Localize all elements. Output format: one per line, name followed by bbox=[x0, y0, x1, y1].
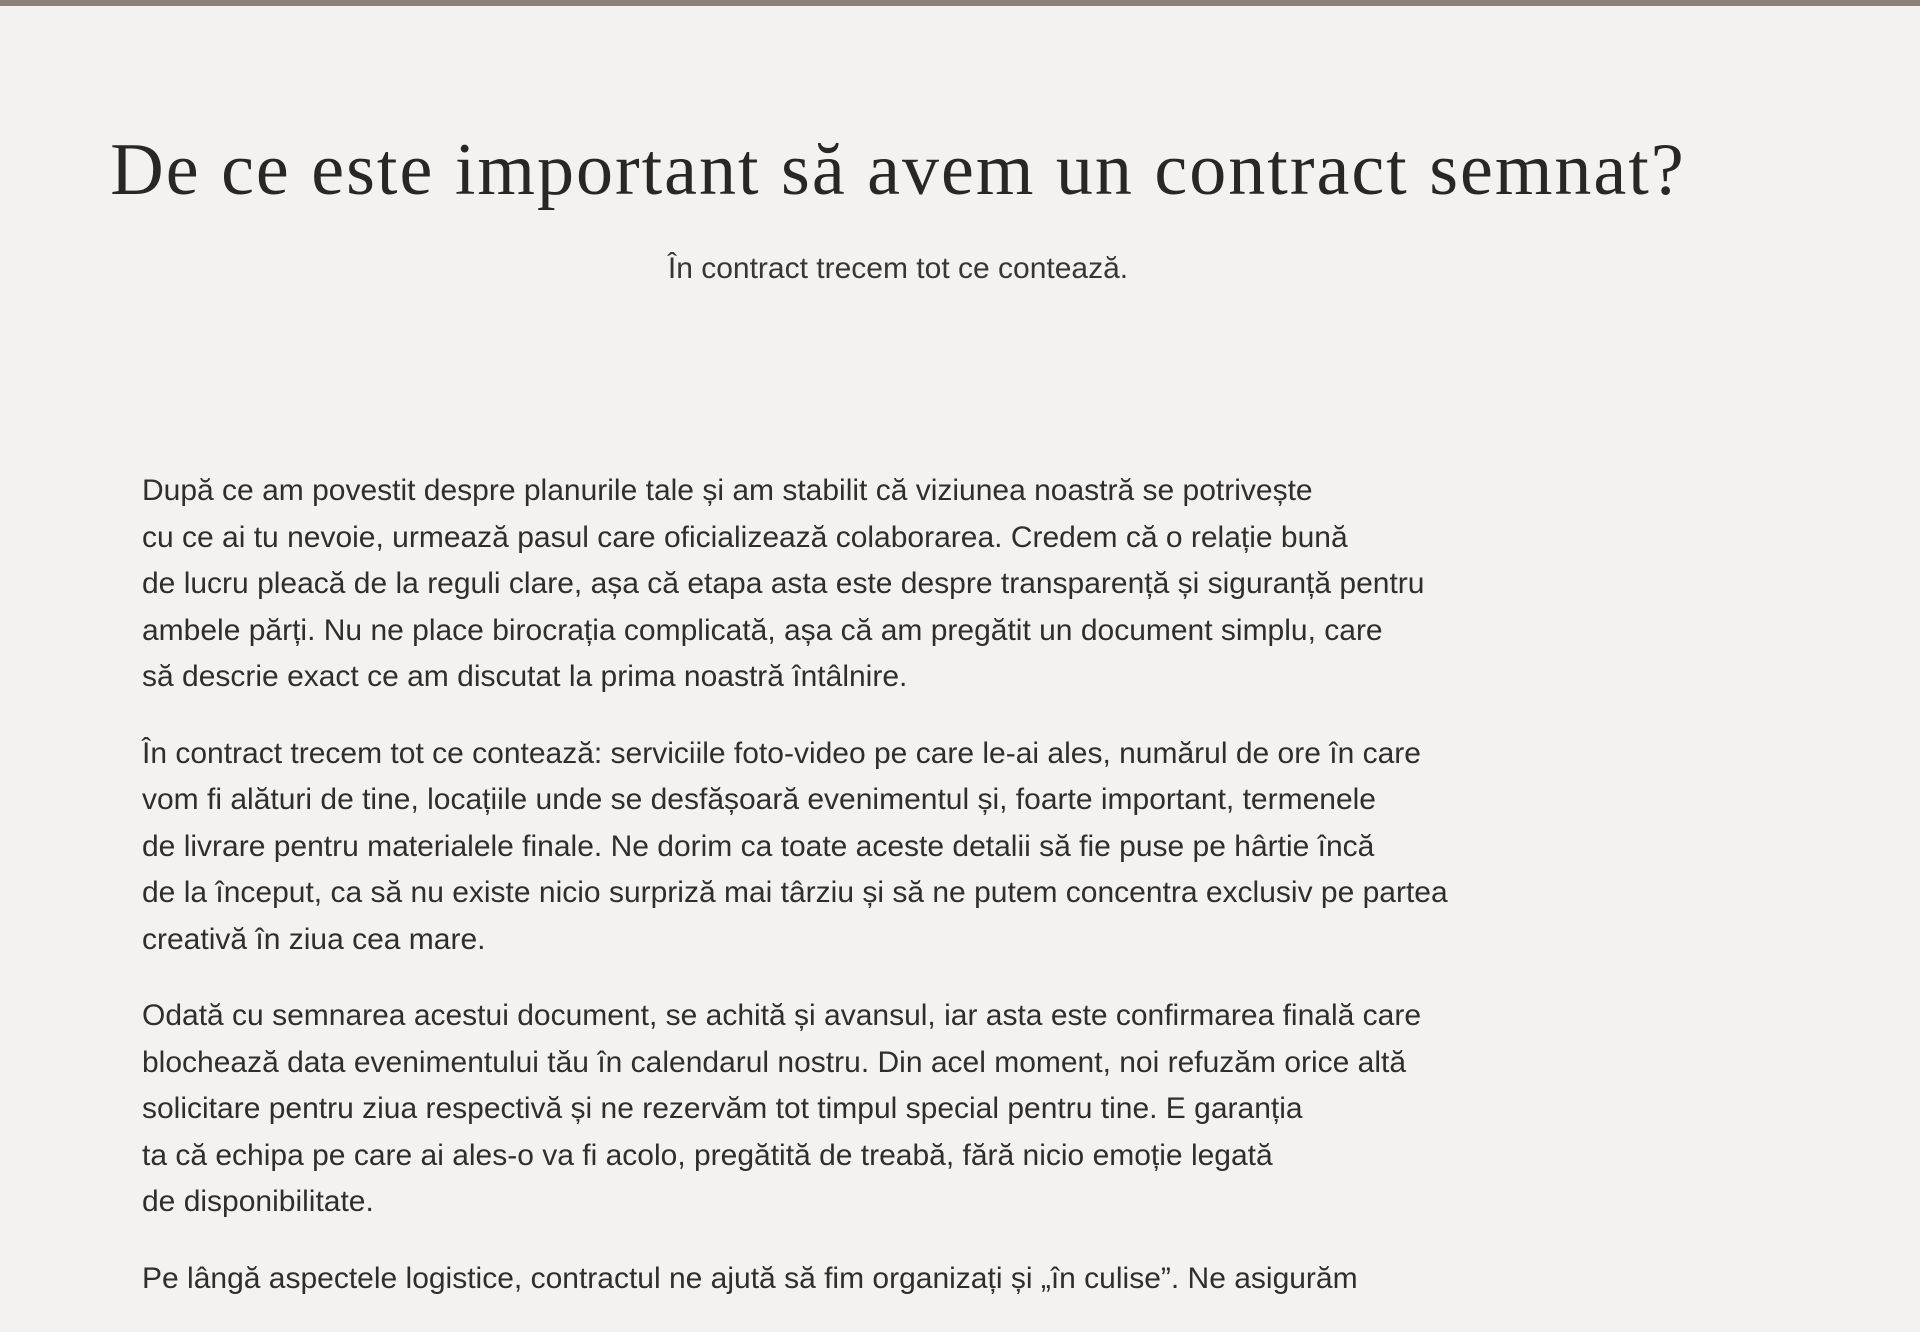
text-line: creativă în ziua cea mare. bbox=[142, 922, 486, 956]
text-line: de la început, ca să nu existe nicio surpriză mai târziu și să ne putem concentra exclusiv pe partea bbox=[142, 876, 1448, 909]
page-title: De ce este important să avem un contract semnat? bbox=[110, 129, 1686, 211]
text-line: ta că echipa pe care ai ales-o va fi acolo, pregătită de treabă, fără nicio emoție legată bbox=[142, 1138, 1273, 1172]
page-subtitle: În contract trecem tot ce contează. bbox=[667, 252, 1129, 285]
paragraph-logistics bbox=[142, 1256, 1682, 1303]
paragraph-deposit bbox=[142, 993, 1682, 1226]
text-line: În contract trecem tot ce contează: serviciile foto-video pe care le-ai ales, numărul de ore în care bbox=[142, 736, 1421, 770]
text-line: de lucru pleacă de la reguli clare, așa că etapa asta este despre transparență și siguranță pentru bbox=[142, 567, 1425, 600]
text-line: solicitare pentru ziua respectivă și ne rezervăm tot timpul special pentru tine. E garanția bbox=[142, 1092, 1303, 1125]
text-line: blochează data evenimentului tău în calendarul nostru. Din acel moment, noi refuzăm orice altă bbox=[142, 1045, 1407, 1079]
text-line: ambele părți. Nu ne place birocrația complicată, așa că am pregătit un document simplu, care bbox=[142, 613, 1383, 647]
text-line: vom fi alături de tine, locațiile unde se desfășoară evenimentul și, foarte important, termenele bbox=[142, 783, 1376, 816]
paragraph-contract-contents bbox=[142, 731, 1682, 964]
top-border-bar bbox=[0, 0, 1920, 6]
text-line: să descrie exact ce am discutat la prima noastră întâlnire. bbox=[142, 660, 908, 693]
text-line: de disponibilitate. bbox=[142, 1185, 374, 1218]
paragraph-planning bbox=[142, 468, 1682, 701]
text-line: de livrare pentru materialele finale. Ne dorim ca toate aceste detalii să fie puse pe hârtie încă bbox=[142, 829, 1375, 863]
text-line: După ce am povestit despre planurile tale și am stabilit că viziunea noastră se potrivește bbox=[142, 474, 1313, 507]
text-line: Pe lângă aspectele logistice, contractul ne ajută să fim organizați și „în culise”. Ne asigurăm bbox=[142, 1261, 1358, 1295]
text-line: Odată cu semnarea acestui document, se achită și avansul, iar asta este confirmarea finală care bbox=[142, 999, 1421, 1032]
text-line: cu ce ai tu nevoie, urmează pasul care oficializează colaborarea. Credem că o relație bună bbox=[142, 520, 1348, 554]
article-body bbox=[142, 468, 1682, 1332]
